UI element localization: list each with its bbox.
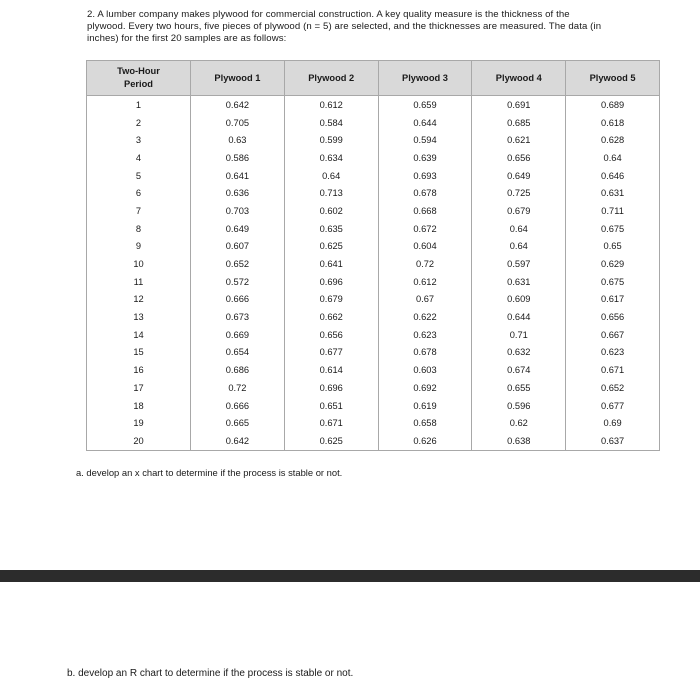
period-cell: 5: [87, 167, 191, 185]
value-cell: 0.705: [191, 114, 285, 132]
value-cell: 0.594: [378, 131, 472, 149]
value-cell: 0.632: [472, 344, 566, 362]
value-cell: 0.642: [191, 96, 285, 114]
value-cell: 0.689: [566, 96, 660, 114]
period-cell: 18: [87, 397, 191, 415]
value-cell: 0.652: [191, 255, 285, 273]
value-cell: 0.703: [191, 202, 285, 220]
table-row: [87, 432, 660, 450]
value-cell: 0.609: [472, 291, 566, 309]
value-cell: 0.607: [191, 238, 285, 256]
value-cell: 0.725: [472, 184, 566, 202]
table-row: [87, 131, 660, 149]
period-cell: 12: [87, 291, 191, 309]
period-cell: 3: [87, 131, 191, 149]
period-cell: 19: [87, 414, 191, 432]
table-row: [87, 326, 660, 344]
value-cell: 0.644: [378, 114, 472, 132]
value-cell: 0.62: [472, 414, 566, 432]
value-cell: 0.677: [566, 397, 660, 415]
period-cell: 4: [87, 149, 191, 167]
period-cell: 1: [87, 96, 191, 114]
value-cell: 0.669: [191, 326, 285, 344]
period-cell: 20: [87, 432, 191, 450]
value-cell: 0.713: [284, 184, 378, 202]
value-cell: 0.64: [472, 220, 566, 238]
table-row: [87, 202, 660, 220]
value-cell: 0.649: [191, 220, 285, 238]
period-cell: 16: [87, 361, 191, 379]
table-row: [87, 273, 660, 291]
value-cell: 0.631: [472, 273, 566, 291]
period-cell: 9: [87, 238, 191, 256]
value-cell: 0.622: [378, 308, 472, 326]
value-cell: 0.604: [378, 238, 472, 256]
table-row: [87, 167, 660, 185]
value-cell: 0.623: [566, 344, 660, 362]
value-cell: 0.685: [472, 114, 566, 132]
value-cell: 0.656: [472, 149, 566, 167]
value-cell: 0.602: [284, 202, 378, 220]
value-cell: 0.677: [284, 344, 378, 362]
value-cell: 0.64: [284, 167, 378, 185]
period-cell: 8: [87, 220, 191, 238]
value-cell: 0.71: [472, 326, 566, 344]
value-cell: 0.659: [378, 96, 472, 114]
table-row: [87, 96, 660, 114]
table-header-row: [87, 61, 660, 96]
table-row: [87, 114, 660, 132]
value-cell: 0.641: [284, 255, 378, 273]
value-cell: 0.629: [566, 255, 660, 273]
period-cell: 10: [87, 255, 191, 273]
part-b-prompt: b. develop an R chart to determine if the process is stable or not.: [67, 668, 354, 679]
value-cell: 0.668: [378, 202, 472, 220]
value-cell: 0.586: [191, 149, 285, 167]
value-cell: 0.72: [378, 255, 472, 273]
table-row: [87, 184, 660, 202]
value-cell: 0.696: [284, 379, 378, 397]
value-cell: 0.665: [191, 414, 285, 432]
table-row: [87, 379, 660, 397]
value-cell: 0.617: [566, 291, 660, 309]
value-cell: 0.644: [472, 308, 566, 326]
value-cell: 0.631: [566, 184, 660, 202]
value-cell: 0.674: [472, 361, 566, 379]
value-cell: 0.618: [566, 114, 660, 132]
value-cell: 0.642: [191, 432, 285, 450]
value-cell: 0.671: [566, 361, 660, 379]
value-cell: 0.69: [566, 414, 660, 432]
value-cell: 0.679: [284, 291, 378, 309]
value-cell: 0.671: [284, 414, 378, 432]
question-text: 2. A lumber company makes plywood for commercial construction. A key quality measure is the thickness of the plywood. Every two hours, five pieces of plywood (n = 5) are selected, and the thicknesses are measured. The data (in inches) for the first 20 samples are as follows:: [87, 9, 602, 44]
value-cell: 0.612: [284, 96, 378, 114]
value-cell: 0.65: [566, 238, 660, 256]
table-row: [87, 344, 660, 362]
part-a-prompt: a. develop an x chart to determine if the process is stable or not.: [76, 467, 343, 478]
table-row: [87, 291, 660, 309]
value-cell: 0.646: [566, 167, 660, 185]
value-cell: 0.675: [566, 273, 660, 291]
value-cell: 0.597: [472, 255, 566, 273]
value-cell: 0.635: [284, 220, 378, 238]
header-period: [87, 61, 191, 96]
header-plywood-3: Plywood 3: [378, 61, 472, 96]
header-period-line1: Two-Hour: [117, 66, 160, 76]
value-cell: 0.596: [472, 397, 566, 415]
value-cell: 0.638: [472, 432, 566, 450]
value-cell: 0.625: [284, 432, 378, 450]
value-cell: 0.612: [378, 273, 472, 291]
value-cell: 0.637: [566, 432, 660, 450]
table-row: [87, 255, 660, 273]
value-cell: 0.584: [284, 114, 378, 132]
value-cell: 0.599: [284, 131, 378, 149]
table-row: [87, 238, 660, 256]
value-cell: 0.658: [378, 414, 472, 432]
value-cell: 0.619: [378, 397, 472, 415]
value-cell: 0.603: [378, 361, 472, 379]
value-cell: 0.652: [566, 379, 660, 397]
value-cell: 0.666: [191, 397, 285, 415]
period-cell: 14: [87, 326, 191, 344]
value-cell: 0.672: [378, 220, 472, 238]
plywood-thickness-table: [86, 60, 660, 451]
value-cell: 0.636: [191, 184, 285, 202]
period-cell: 6: [87, 184, 191, 202]
table-row: [87, 414, 660, 432]
value-cell: 0.625: [284, 238, 378, 256]
value-cell: 0.667: [566, 326, 660, 344]
value-cell: 0.655: [472, 379, 566, 397]
period-cell: 13: [87, 308, 191, 326]
value-cell: 0.673: [191, 308, 285, 326]
value-cell: 0.628: [566, 131, 660, 149]
period-cell: 2: [87, 114, 191, 132]
value-cell: 0.662: [284, 308, 378, 326]
value-cell: 0.649: [472, 167, 566, 185]
value-cell: 0.696: [284, 273, 378, 291]
value-cell: 0.693: [378, 167, 472, 185]
value-cell: 0.626: [378, 432, 472, 450]
value-cell: 0.72: [191, 379, 285, 397]
table-row: [87, 220, 660, 238]
value-cell: 0.572: [191, 273, 285, 291]
header-plywood-4: Plywood 4: [472, 61, 566, 96]
period-cell: 15: [87, 344, 191, 362]
value-cell: 0.639: [378, 149, 472, 167]
value-cell: 0.654: [191, 344, 285, 362]
period-cell: 17: [87, 379, 191, 397]
header-period-line2: Period: [124, 79, 153, 89]
value-cell: 0.678: [378, 344, 472, 362]
value-cell: 0.711: [566, 202, 660, 220]
period-cell: 7: [87, 202, 191, 220]
value-cell: 0.634: [284, 149, 378, 167]
value-cell: 0.656: [566, 308, 660, 326]
header-plywood-2: Plywood 2: [284, 61, 378, 96]
table-row: [87, 149, 660, 167]
value-cell: 0.678: [378, 184, 472, 202]
value-cell: 0.651: [284, 397, 378, 415]
table-row: [87, 397, 660, 415]
value-cell: 0.686: [191, 361, 285, 379]
section-divider: [0, 570, 700, 582]
value-cell: 0.67: [378, 291, 472, 309]
value-cell: 0.614: [284, 361, 378, 379]
value-cell: 0.621: [472, 131, 566, 149]
value-cell: 0.692: [378, 379, 472, 397]
value-cell: 0.656: [284, 326, 378, 344]
value-cell: 0.691: [472, 96, 566, 114]
header-plywood-5: Plywood 5: [566, 61, 660, 96]
value-cell: 0.675: [566, 220, 660, 238]
value-cell: 0.666: [191, 291, 285, 309]
header-plywood-1: Plywood 1: [191, 61, 285, 96]
period-cell: 11: [87, 273, 191, 291]
value-cell: 0.63: [191, 131, 285, 149]
value-cell: 0.64: [472, 238, 566, 256]
table-row: [87, 361, 660, 379]
value-cell: 0.641: [191, 167, 285, 185]
value-cell: 0.623: [378, 326, 472, 344]
value-cell: 0.679: [472, 202, 566, 220]
value-cell: 0.64: [566, 149, 660, 167]
table-row: [87, 308, 660, 326]
